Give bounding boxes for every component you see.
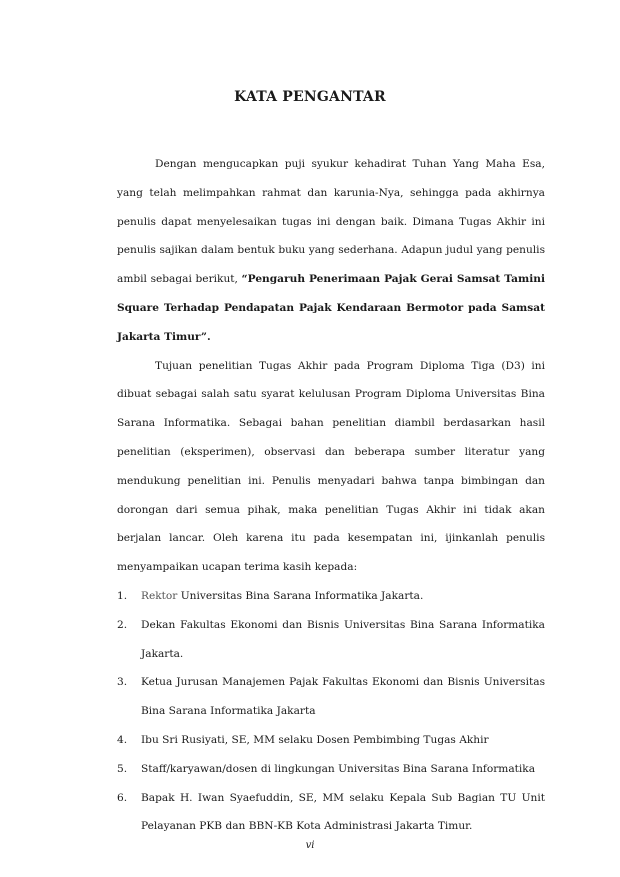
list-number: 5.	[117, 762, 128, 775]
list-item	[117, 668, 545, 726]
list-number: 4.	[117, 733, 128, 746]
document-body	[117, 150, 545, 841]
list-item-text: Universitas Bina Sarana Informatika Jakarta.	[177, 589, 424, 602]
list-number: 2.	[117, 618, 128, 631]
list-number: 6.	[117, 791, 128, 804]
acknowledgement-list	[117, 582, 545, 841]
list-item-text: Ibu Sri Rusiyati, SE, MM selaku Dosen Pembimbing Tugas Akhir	[141, 733, 489, 746]
list-item	[117, 582, 545, 611]
paragraph-intro	[117, 150, 545, 352]
list-item	[117, 755, 545, 784]
page-title: KATA PENGANTAR	[234, 89, 386, 105]
list-item-lead: Rektor	[141, 589, 178, 602]
list-number: 1.	[117, 589, 128, 602]
list-item	[117, 726, 545, 755]
list-number: 3.	[117, 676, 128, 689]
paragraph-intro-text: Dengan mengucapkan puji syukur kehadirat Tuhan Yang Maha Esa, yang telah melimpahkan rahmat dan karunia-Nya, sehingga pada akhirnya penulis dapat menyelesaikan tugas ini dengan baik. Dimana Tugas Akhir ini penulis sajikan dalam bentuk buku yang sederhana. Adapun judul yang penulis ambil sebagai berikut,	[117, 158, 545, 286]
page-number: vi	[305, 840, 315, 851]
list-item-text: Dekan Fakultas Ekonomi dan Bisnis Universitas Bina Sarana Informatika Jakarta.	[141, 618, 545, 660]
list-item	[117, 784, 545, 842]
list-item-text: Bapak H. Iwan Syaefuddin, SE, MM selaku Kepala Sub Bagian TU Unit Pelayanan PKB dan BBN-KB Kota Administrasi Jakarta Timur.	[141, 791, 545, 833]
list-item	[117, 611, 545, 669]
list-item-text: Staff/karyawan/dosen di lingkungan Universitas Bina Sarana Informatika	[141, 762, 536, 775]
thesis-title: “Pengaruh Penerimaan Pajak Gerai Samsat Tamini Square Terhadap Pendapatan Pajak Kendaraan Bermotor pada Samsat Jakarta Timur”.	[117, 273, 545, 343]
list-item-text: Ketua Jurusan Manajemen Pajak Fakultas Ekonomi dan Bisnis Universitas Bina Sarana Informatika Jakarta	[141, 676, 545, 718]
paragraph-purpose: Tujuan penelitian Tugas Akhir pada Program Diploma Tiga (D3) ini dibuat sebagai salah satu syarat kelulusan Program Diploma Universitas Bina Sarana Informatika. Sebagai bahan penelitian diambil berdasarkan hasil penelitian (eksperimen), observasi dan beberapa sumber literatur yang mendukung penelitian ini. Penulis menyadari bahwa tanpa bimbingan dan dorongan dari semua pihak, maka penelitian Tugas Akhir ini tidak akan berjalan lancar. Oleh karena itu pada kesempatan ini, ijinkanlah penulis menyampaikan ucapan terima kasih kepada:	[117, 359, 545, 574]
